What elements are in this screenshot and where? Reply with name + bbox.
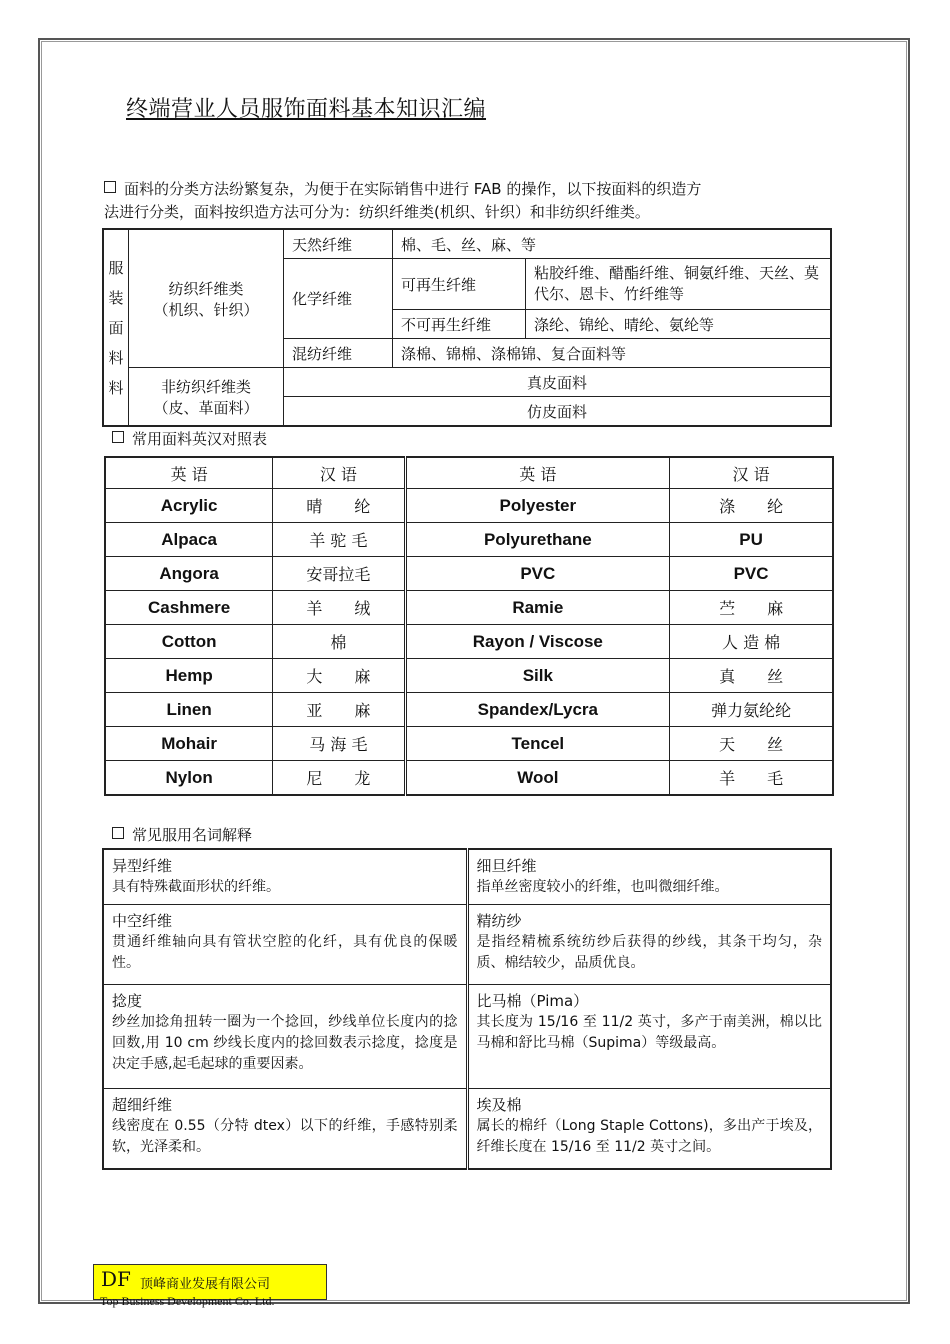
table-row xyxy=(103,985,831,1089)
glossary-heading: 常用面料英汉对照表 xyxy=(112,428,267,449)
glossary-table xyxy=(104,456,834,796)
table-row: Nylon 尼 龙 Wool 羊 毛 xyxy=(105,761,833,796)
blended-desc: 涤棉、锦棉、涤棉锦、复合面料等 xyxy=(393,339,832,368)
classification-table xyxy=(102,228,832,427)
term-cell: 捻度 纱丝加捻角扭转一圈为一个捻回，纱线单位长度内的捻回数,用 10 cm 纱线长度内的捻回数表示捻度，捻度是决定手感,起毛起球的重要因素。 xyxy=(103,985,467,1089)
intro-line-2: 法进行分类，面料按织造方法可分为：纺织纤维类(机织、针织）和非纺织纤维类。 xyxy=(104,203,650,221)
term-cell: 埃及棉 属长的棉纤（Long Staple Cottons)，多出产于埃及，纤维长度在 15/16 至 11/2 英寸之间。 xyxy=(467,1089,831,1169)
company-name-cn: 顶峰商业发展有限公司 xyxy=(140,1277,271,1292)
term-cell: 细旦纤维 指单丝密度较小的纤维，也叫微细纤维。 xyxy=(467,849,831,905)
natural-fiber-label: 天然纤维 xyxy=(284,229,393,259)
chemical-fiber-label: 化学纤维 xyxy=(284,259,393,339)
intro-paragraph xyxy=(104,178,834,224)
genuine-leather: 真皮面料 xyxy=(284,368,832,397)
table-row: Cashmere 羊 绒 Ramie 苎 麻 xyxy=(105,591,833,625)
checkbox-icon xyxy=(112,431,124,443)
table-row xyxy=(103,849,831,905)
category-cell: 服 装 面 料 料 xyxy=(103,229,129,426)
imitation-leather: 仿皮面料 xyxy=(284,397,832,427)
company-name-en: Top Business Development Co. Ltd. xyxy=(100,1294,275,1308)
term-cell: 比马棉（Pima） 其长度为 15/16 至 11/2 英寸，多产于南美洲，棉以比马棉和舒比马棉（Supima）等级最高。 xyxy=(467,985,831,1089)
page-title: 终端营业人员服饰面料基本知识汇编 xyxy=(126,97,487,122)
table-row: Mohair 马 海 毛 Tencel 天 丝 xyxy=(105,727,833,761)
table-row: Hemp 大 麻 Silk 真 丝 xyxy=(105,659,833,693)
term-cell: 中空纤维 贯通纤维轴向具有管状空腔的化纤，具有优良的保暖性。 xyxy=(103,905,467,985)
blended-label: 混纺纤维 xyxy=(284,339,393,368)
renewable-desc: 粘胶纤维、醋酯纤维、铜氨纤维、天丝、莫代尔、恩卡、竹纤维等 xyxy=(526,259,832,310)
table-row xyxy=(103,905,831,985)
glossary-header-row: 英 语 汉 语 英 语 汉 语 xyxy=(105,457,833,489)
natural-fiber-desc: 棉、毛、丝、麻、等 xyxy=(393,229,832,259)
nonrenewable-label: 不可再生纤维 xyxy=(393,310,526,339)
nonwoven-cell: 非纺织纤维类 （皮、革面料） xyxy=(129,368,284,427)
intro-line-1: 面料的分类方法纷繁复杂，为便于在实际销售中进行 FAB 的操作，以下按面料的织造方 xyxy=(124,180,702,198)
terms-table xyxy=(102,848,832,1170)
nonrenewable-desc: 涤纶、锦纶、晴纶、氨纶等 xyxy=(526,310,832,339)
woven-cell: 纺织纤维类 （机织、针织） xyxy=(129,229,284,368)
logo-mark: DF xyxy=(101,1267,131,1291)
table-row: Acrylic 晴 纶 Polyester 涤 纶 xyxy=(105,489,833,523)
renewable-label: 可再生纤维 xyxy=(393,259,526,310)
table-row: Linen 亚 麻 Spandex/Lycra 弹力氨纶纶 xyxy=(105,693,833,727)
checkbox-icon xyxy=(112,827,124,839)
table-row: Cotton 棉 Rayon / Viscose 人 造 棉 xyxy=(105,625,833,659)
table-row xyxy=(103,1089,831,1169)
table-row: Alpaca 羊 驼 毛 Polyurethane PU xyxy=(105,523,833,557)
term-cell: 精纺纱 是指经精梳系统纺纱后获得的纱线，其条干均匀，杂质、棉结较少，品质优良。 xyxy=(467,905,831,985)
term-cell: 超细纤维 线密度在 0.55（分特 dtex）以下的纤维，手感特别柔软，光泽柔和。 xyxy=(103,1089,467,1169)
term-cell: 异型纤维 具有特殊截面形状的纤维。 xyxy=(103,849,467,905)
terms-heading: 常见服用名词解释 xyxy=(112,824,252,845)
table-row: Angora 安哥拉毛 PVC PVC xyxy=(105,557,833,591)
checkbox-icon xyxy=(104,181,116,193)
